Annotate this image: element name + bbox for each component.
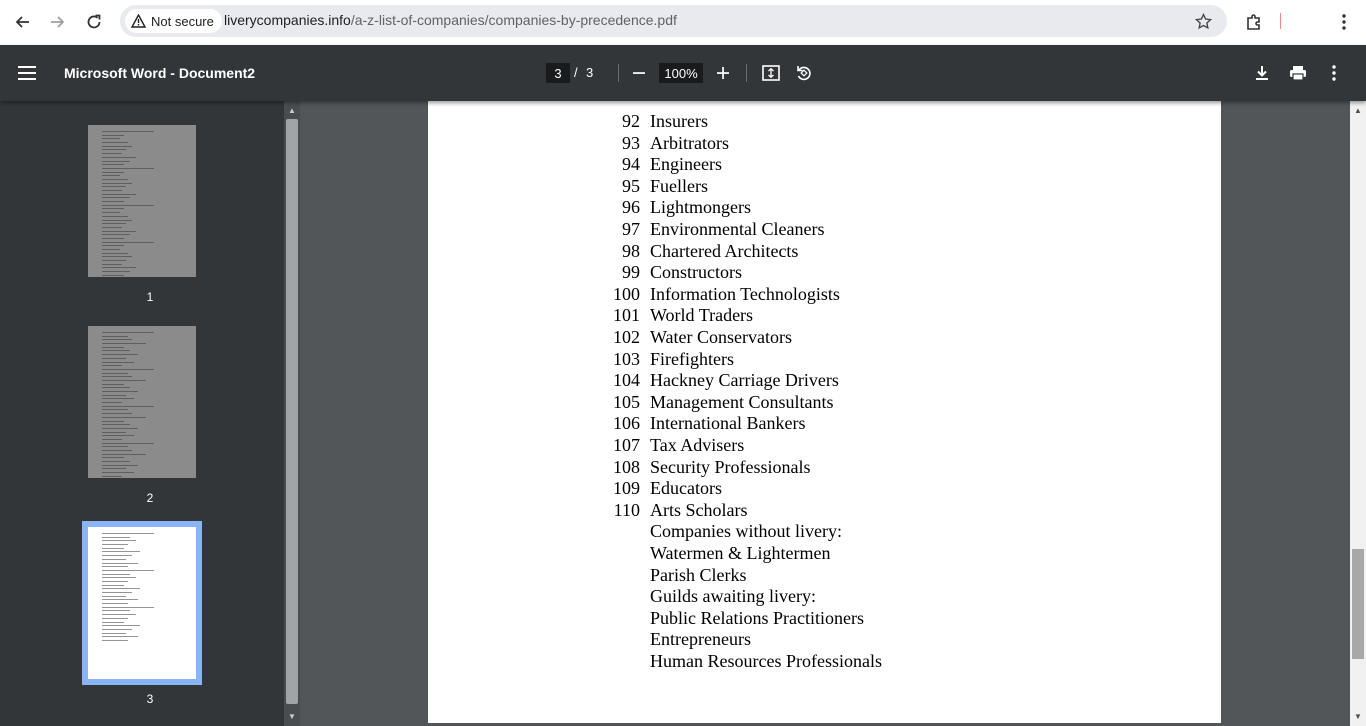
- arrow-right-icon: [50, 14, 66, 30]
- fit-to-page-icon: [762, 65, 780, 81]
- thumbnail-line: [102, 231, 136, 232]
- company-name: Educators: [650, 478, 722, 499]
- thumbnail-line: [102, 384, 124, 385]
- thumbnail-text-lines: [102, 332, 154, 478]
- bookmark-button[interactable]: [1191, 9, 1215, 33]
- thumbnail-line: [102, 629, 132, 630]
- thumbnail-line: [102, 153, 122, 154]
- viewer-scroll-thumb[interactable]: [1352, 549, 1364, 659]
- thumbnail-line: [102, 417, 146, 418]
- thumbnail-line: [102, 391, 138, 392]
- thumbnail-line: [102, 223, 126, 224]
- printer-icon: [1289, 65, 1307, 81]
- viewer-scrollbar[interactable]: [1350, 101, 1366, 726]
- thumbnail-line: [102, 607, 154, 608]
- thumbnail-line: [102, 131, 154, 132]
- thumbnail-line: [102, 168, 154, 169]
- thumbnail-line: [102, 343, 146, 344]
- thumbnail-line: [102, 446, 128, 447]
- scroll-up-icon[interactable]: ▲: [1354, 105, 1362, 115]
- minus-icon: [632, 66, 646, 80]
- thumbnail-line: [102, 618, 128, 619]
- thumbnail-line: [102, 264, 122, 265]
- thumbnail-line: [102, 142, 128, 143]
- thumbnail-line: [102, 588, 140, 589]
- thumbnail-line: [102, 161, 130, 162]
- thumbnail-line: [102, 350, 130, 351]
- print-button[interactable]: [1286, 61, 1310, 85]
- thumbnail-line: [102, 216, 128, 217]
- company-name: Public Relations Practitioners: [650, 607, 864, 628]
- download-button[interactable]: [1250, 61, 1274, 85]
- precedence-number: 97: [622, 219, 640, 239]
- thumbnail-line: [102, 369, 154, 370]
- thumbnail-line: [102, 387, 130, 388]
- company-name: Security Professionals: [650, 456, 811, 477]
- toolbar-divider: [746, 64, 747, 82]
- kebab-menu-icon: [1342, 14, 1346, 30]
- thumbnail-label: 3: [146, 692, 154, 706]
- company-name: Tax Advisers: [650, 435, 745, 455]
- thumbnail-line: [102, 253, 128, 254]
- thumbnail-line: [102, 614, 136, 615]
- address-bar[interactable]: [120, 5, 1227, 37]
- back-button[interactable]: [8, 8, 36, 36]
- pdf-viewer: [300, 101, 1350, 726]
- thumbnail-line: [102, 256, 132, 257]
- toolbar-divider: [618, 64, 619, 82]
- company-name: Lightmongers: [650, 197, 751, 218]
- thumbnail-line: [102, 537, 130, 538]
- thumbnail-line: [102, 413, 132, 414]
- thumbnail-text-lines: [102, 533, 154, 644]
- thumbnail-line: [102, 245, 124, 246]
- thumbnail-line: [102, 238, 124, 239]
- reload-button[interactable]: [80, 8, 108, 36]
- thumbnail-line: [102, 461, 130, 462]
- company-name: Companies without livery:: [650, 521, 842, 542]
- company-name: Human Resources Professionals: [650, 651, 882, 671]
- thumbnail-line: [102, 465, 138, 466]
- sidebar-scrollbar[interactable]: [284, 101, 300, 726]
- thumbnail-line: [102, 566, 128, 567]
- thumbnail-line: [102, 380, 146, 381]
- thumbnail-line: [102, 622, 124, 623]
- page-thumbnail-1[interactable]: [88, 125, 196, 277]
- thumbnail-line: [102, 409, 128, 410]
- sidebar-toggle-button[interactable]: [18, 61, 46, 85]
- thumbnail-line: [102, 271, 130, 272]
- thumbnail-line: [102, 332, 154, 333]
- zoom-input[interactable]: 100%: [659, 63, 703, 83]
- company-name: Insurers: [650, 111, 708, 131]
- thumbnail-line: [102, 406, 154, 407]
- company-name: International Bankers: [650, 413, 806, 434]
- thumbnail-line: [102, 339, 132, 340]
- thumbnail-line: [102, 135, 124, 136]
- precedence-number: 107: [613, 435, 640, 455]
- thumbnail-line: [102, 249, 120, 250]
- thumbnail-line: [102, 533, 154, 534]
- thumbnail-line: [102, 551, 140, 552]
- thumbnail-line: [102, 365, 122, 366]
- precedence-number: 95: [622, 175, 640, 196]
- thumbnail-line: [102, 212, 120, 213]
- precedence-number: 92: [622, 111, 640, 131]
- url-path: /a-z-list-of-companies/companies-by-precedence.pdf: [350, 12, 677, 28]
- thumbnail-line: [102, 548, 124, 549]
- company-name: Management Consultants: [650, 391, 834, 412]
- thumbnail-line: [102, 201, 124, 202]
- plus-icon: [716, 66, 730, 80]
- precedence-number: 105: [613, 391, 640, 412]
- arrow-left-icon: [14, 14, 30, 30]
- company-name: Parish Clerks: [650, 564, 747, 585]
- thumbnail-line: [102, 402, 122, 403]
- thumbnail-line: [102, 472, 134, 473]
- hamburger-icon-line: [18, 72, 36, 74]
- precedence-number: 108: [613, 456, 640, 477]
- precedence-number: 110: [613, 499, 640, 520]
- thumbnail-line: [102, 599, 138, 600]
- thumbnail-line: [102, 179, 128, 180]
- company-name: Water Conservators: [650, 327, 793, 347]
- thumbnail-line: [102, 450, 132, 451]
- thumbnail-line: [102, 267, 136, 268]
- company-name: Watermen & Lightermen: [650, 543, 831, 563]
- pdf-page: [428, 101, 1221, 723]
- page-total: 3: [586, 65, 594, 80]
- thumbnail-line: [102, 376, 132, 377]
- thumbnail-label: 1: [146, 290, 154, 304]
- thumbnail-line: [102, 570, 154, 571]
- thumbnail-line: [102, 454, 146, 455]
- forward-button[interactable]: [44, 8, 72, 36]
- thumbnail-line: [102, 540, 136, 541]
- url-text[interactable]: [224, 12, 677, 28]
- browser-toolbar: [0, 0, 1366, 45]
- thumbnail-line: [102, 574, 130, 575]
- thumbnail-line: [102, 428, 138, 429]
- rotate-icon: [795, 64, 813, 82]
- thumbnail-line: [102, 585, 124, 586]
- thumbnail-line: [102, 596, 126, 597]
- company-name: Firefighters: [650, 348, 734, 369]
- thumbnail-line: [102, 190, 122, 191]
- precedence-number: 99: [622, 262, 640, 283]
- kebab-menu-icon: [1332, 65, 1336, 81]
- download-icon: [1255, 65, 1269, 81]
- rotate-button[interactable]: [792, 61, 816, 85]
- thumbnail-line: [102, 581, 128, 582]
- thumbnail-line: [102, 443, 154, 444]
- profile-divider: [1280, 13, 1281, 29]
- scroll-up-icon[interactable]: ▲: [288, 105, 296, 115]
- thumbnail-line: [102, 220, 132, 221]
- thumbnail-line: [102, 172, 124, 173]
- puzzle-icon: [1245, 13, 1263, 31]
- thumbnail-line: [102, 457, 124, 458]
- hamburger-icon: [18, 66, 36, 68]
- thumbnail-line: [102, 439, 122, 440]
- thumbnail-line: [102, 421, 124, 422]
- thumbnail-line: [102, 186, 126, 187]
- thumbnail-line: [102, 275, 124, 276]
- more-actions-button[interactable]: [1322, 61, 1346, 85]
- thumbnail-line: [102, 138, 120, 139]
- thumbnail-line: [102, 208, 124, 209]
- zoom-in-button[interactable]: [711, 61, 735, 85]
- thumbnail-line: [102, 336, 128, 337]
- scroll-down-icon[interactable]: ▼: [1354, 711, 1362, 721]
- precedence-number: 102: [613, 327, 640, 347]
- url-host: liverycompanies.info: [224, 12, 351, 28]
- company-name: Information Technologists: [650, 283, 840, 304]
- thumbnail-sidebar: [0, 101, 300, 726]
- company-name: Constructors: [650, 262, 742, 283]
- thumbnail-line: [102, 468, 126, 469]
- thumbnail-line: [102, 205, 154, 206]
- page-thumbnail-2[interactable]: [88, 326, 196, 478]
- zoom-out-button[interactable]: [627, 61, 651, 85]
- thumbnail-line: [102, 398, 134, 399]
- thumbnail-page: [88, 527, 196, 679]
- thumbnail-line: [102, 358, 126, 359]
- page-separator: /: [574, 65, 578, 80]
- thumbnail-label: 2: [146, 491, 154, 505]
- thumbnail-line: [102, 424, 130, 425]
- security-label: Not secure: [151, 13, 214, 29]
- company-name: Entrepreneurs: [650, 629, 751, 650]
- thumbnail-line: [102, 194, 136, 195]
- thumbnail-line: [102, 234, 130, 235]
- security-chip[interactable]: [125, 9, 222, 33]
- thumbnail-line: [102, 347, 124, 348]
- company-name: Guilds awaiting livery:: [650, 586, 816, 607]
- chrome-menu-button[interactable]: [1330, 8, 1358, 36]
- precedence-number: 106: [613, 413, 640, 434]
- company-name: Environmental Cleaners: [650, 219, 825, 239]
- thumbnail-line: [102, 640, 128, 641]
- pdf-toolbar: [0, 45, 1366, 101]
- precedence-number: 101: [613, 305, 640, 326]
- thumbnail-line: [102, 175, 120, 176]
- precedence-number: 98: [622, 240, 640, 261]
- precedence-number: 100: [613, 283, 640, 304]
- hamburger-icon-line: [18, 78, 36, 80]
- company-name: Fuellers: [650, 175, 708, 196]
- thumbnail-line: [102, 625, 140, 626]
- thumbnail-line: [102, 362, 134, 363]
- thumbnail-line: [102, 432, 126, 433]
- precedence-number: 96: [622, 197, 640, 218]
- company-name: World Traders: [650, 305, 754, 326]
- thumbnail-line: [102, 435, 134, 436]
- precedence-number: 93: [622, 132, 640, 153]
- precedence-number: 104: [613, 370, 640, 391]
- thumbnail-line: [102, 633, 126, 634]
- company-name: Chartered Architects: [650, 240, 799, 261]
- thumbnail-line: [102, 559, 126, 560]
- thumbnail-line: [102, 260, 126, 261]
- thumbnail-line: [102, 149, 126, 150]
- page-thumbnail-3[interactable]: [82, 521, 202, 685]
- thumbnail-line: [102, 164, 124, 165]
- scroll-down-icon[interactable]: ▼: [288, 711, 296, 721]
- thumbnail-line: [102, 395, 126, 396]
- thumbnail-line: [102, 555, 132, 556]
- company-name: Hackney Carriage Drivers: [650, 370, 839, 391]
- thumbnail-line: [102, 354, 138, 355]
- thumbnail-line: [102, 603, 128, 604]
- company-name: Engineers: [650, 154, 722, 175]
- thumbnail-text-lines: [102, 131, 154, 277]
- thumbnail-line: [102, 227, 122, 228]
- precedence-number: 109: [613, 478, 640, 499]
- precedence-number: 103: [613, 348, 640, 369]
- thumbnail-line: [102, 592, 132, 593]
- thumbnail-line: [102, 197, 130, 198]
- thumbnail-line: [102, 476, 122, 477]
- company-name: Arbitrators: [650, 132, 729, 153]
- warning-icon: [131, 14, 146, 28]
- fit-page-button[interactable]: [759, 61, 783, 85]
- thumbnail-line: [102, 577, 136, 578]
- thumbnail-line: [102, 563, 138, 564]
- extensions-button[interactable]: [1240, 8, 1268, 36]
- thumbnail-line: [102, 146, 132, 147]
- sidebar-scroll-thumb[interactable]: [286, 119, 298, 704]
- reload-icon: [86, 14, 102, 30]
- thumbnail-line: [102, 373, 128, 374]
- thumbnail-line: [102, 636, 138, 637]
- star-icon: [1195, 13, 1212, 30]
- thumbnail-line: [102, 544, 128, 545]
- precedence-number: 94: [622, 154, 640, 175]
- thumbnail-line: [102, 157, 136, 158]
- page-number-input[interactable]: 3: [546, 63, 570, 83]
- company-name: Arts Scholars: [650, 499, 748, 520]
- thumbnail-line: [102, 242, 154, 243]
- thumbnail-line: [102, 183, 132, 184]
- thumbnail-line: [102, 610, 130, 611]
- document-title: Microsoft Word - Document2: [64, 65, 256, 81]
